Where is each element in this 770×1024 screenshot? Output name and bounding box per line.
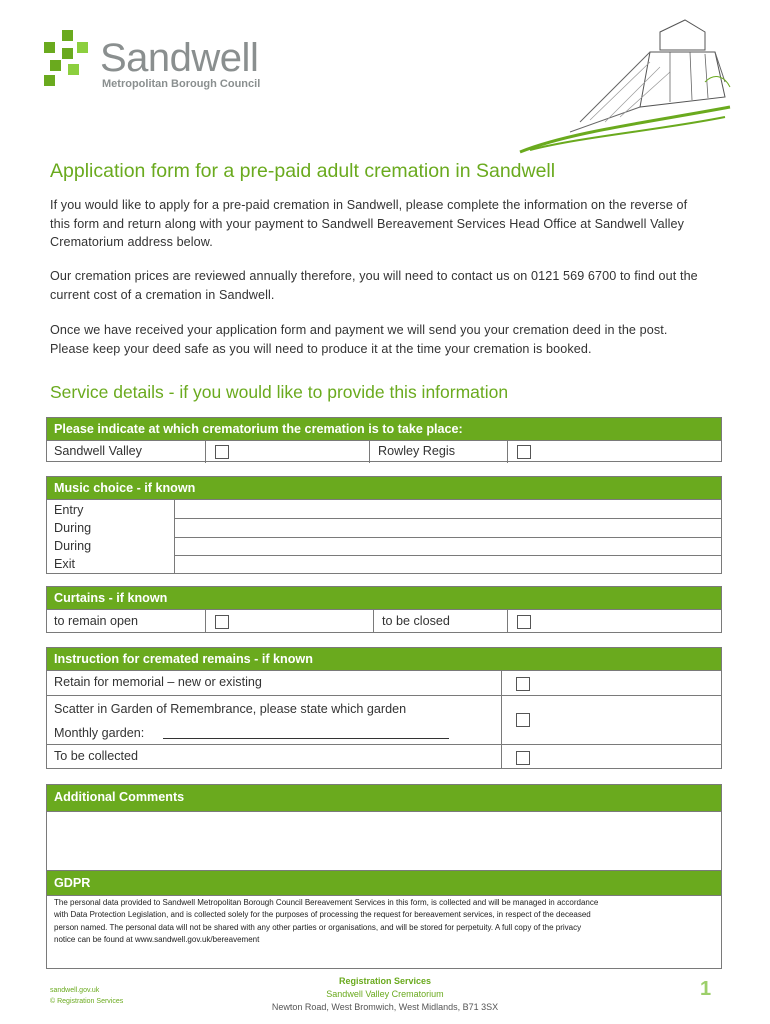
- music-header: Music choice - if known: [47, 477, 721, 500]
- be-closed-checkbox[interactable]: [517, 615, 531, 629]
- sandwell-valley-checkbox[interactable]: [215, 445, 229, 459]
- org-subtitle: Metropolitan Borough Council: [102, 78, 261, 90]
- footer-dept: Registration Services: [338, 976, 432, 986]
- music-exit-field[interactable]: [175, 556, 721, 573]
- music-section: [46, 476, 722, 574]
- monthly-garden-label: Monthly garden:: [54, 726, 145, 740]
- music-entry-field[interactable]: [175, 500, 721, 518]
- music-during-field-2[interactable]: [175, 538, 721, 555]
- comments-gdpr-section: [46, 784, 722, 969]
- curtains-header: Curtains - if known: [47, 587, 721, 610]
- rowley-regis-checkbox[interactable]: [517, 445, 531, 459]
- to-be-collected-checkbox[interactable]: [516, 751, 530, 765]
- remains-header: Instruction for cremated remains - if known: [47, 648, 721, 671]
- crematorium-section: [46, 417, 722, 462]
- gdpr-header: GDPR: [47, 870, 721, 896]
- footer-left: [50, 985, 123, 1007]
- scatter-garden-checkbox[interactable]: [516, 713, 530, 727]
- retain-memorial-checkbox[interactable]: [516, 677, 530, 691]
- comments-header: Additional Comments: [47, 785, 721, 812]
- option-rowley-regis: Rowley Regis: [378, 444, 455, 458]
- sandwell-logo-mark: [44, 30, 96, 86]
- gdpr-line-3: person named. The personal data will not be shared with any other parties or organisations, and will be stored for perpetuity. A full copy of the privacy: [54, 922, 582, 932]
- music-exit-label: Exit: [54, 557, 75, 571]
- footer-website[interactable]: sandwell.gov.uk: [50, 987, 100, 994]
- remain-open-checkbox[interactable]: [215, 615, 229, 629]
- footer-venue: Sandwell Valley Crematorium: [326, 989, 444, 999]
- option-remain-open: to remain open: [54, 614, 139, 628]
- option-scatter-garden: Scatter in Garden of Remembrance, please state which garden: [54, 702, 407, 716]
- gdpr-line-2: with Data Protection Legislation, and is collected solely for the purposes of processing the request for bereavement services, in respect of the deceased: [54, 910, 591, 920]
- gdpr-line-1: The personal data provided to Sandwell Metropolitan Borough Council Bereavement Services in this form, is collected and will be managed in accordance: [54, 898, 599, 907]
- option-sandwell-valley: Sandwell Valley: [54, 444, 142, 458]
- page-number: 1: [700, 978, 712, 1000]
- gdpr-line-4: notice can be found at www.sandwell.gov.uk/bereavement: [54, 935, 260, 945]
- music-entry-label: Entry: [54, 503, 84, 517]
- music-during-label-2: During: [54, 539, 92, 553]
- curtains-section: [46, 586, 722, 633]
- monthly-garden-field[interactable]: [163, 738, 449, 739]
- intro-paragraph-3: Once we have received your application form and payment we will send you your cremation deed in the post. Please keep your deed safe as you will need to produce it at the time your cremation is booked.: [50, 323, 668, 356]
- music-during-field-1[interactable]: [175, 519, 721, 537]
- option-be-closed: to be closed: [382, 614, 450, 628]
- org-name: Sandwell: [100, 36, 259, 80]
- intro-paragraph-2: Our cremation prices are reviewed annually therefore, you will need to contact us on 0121 569 6700 to find out the current cost of a cremation in Sandwell.: [50, 269, 698, 302]
- intro-paragraph-1: If you would like to apply for a pre-paid cremation in Sandwell, please complete the information on the reverse of this form and return along with your payment to Sandwell Bereavement Services Head Office at Sandwell Valley Crematorium address below.: [50, 198, 688, 249]
- gdpr-text: [54, 897, 711, 947]
- page-title: Application form for a pre-paid adult cremation in Sandwell: [50, 160, 556, 182]
- crematorium-header: Please indicate at which crematorium the cremation is to take place:: [47, 418, 721, 441]
- music-during-label-1: During: [54, 521, 92, 535]
- remains-section: [46, 647, 722, 769]
- crematorium-illustration: [510, 12, 732, 158]
- footer-address: Newton Road, West Bromwich, West Midlands, B71 3SX: [271, 1002, 499, 1012]
- footer-copyright: © Registration Services: [50, 998, 124, 1005]
- comments-field[interactable]: [47, 812, 721, 870]
- option-to-be-collected: To be collected: [54, 749, 139, 763]
- option-retain-memorial: Retain for memorial – new or existing: [54, 675, 262, 689]
- service-details-heading: Service details - if you would like to provide this information: [50, 382, 509, 402]
